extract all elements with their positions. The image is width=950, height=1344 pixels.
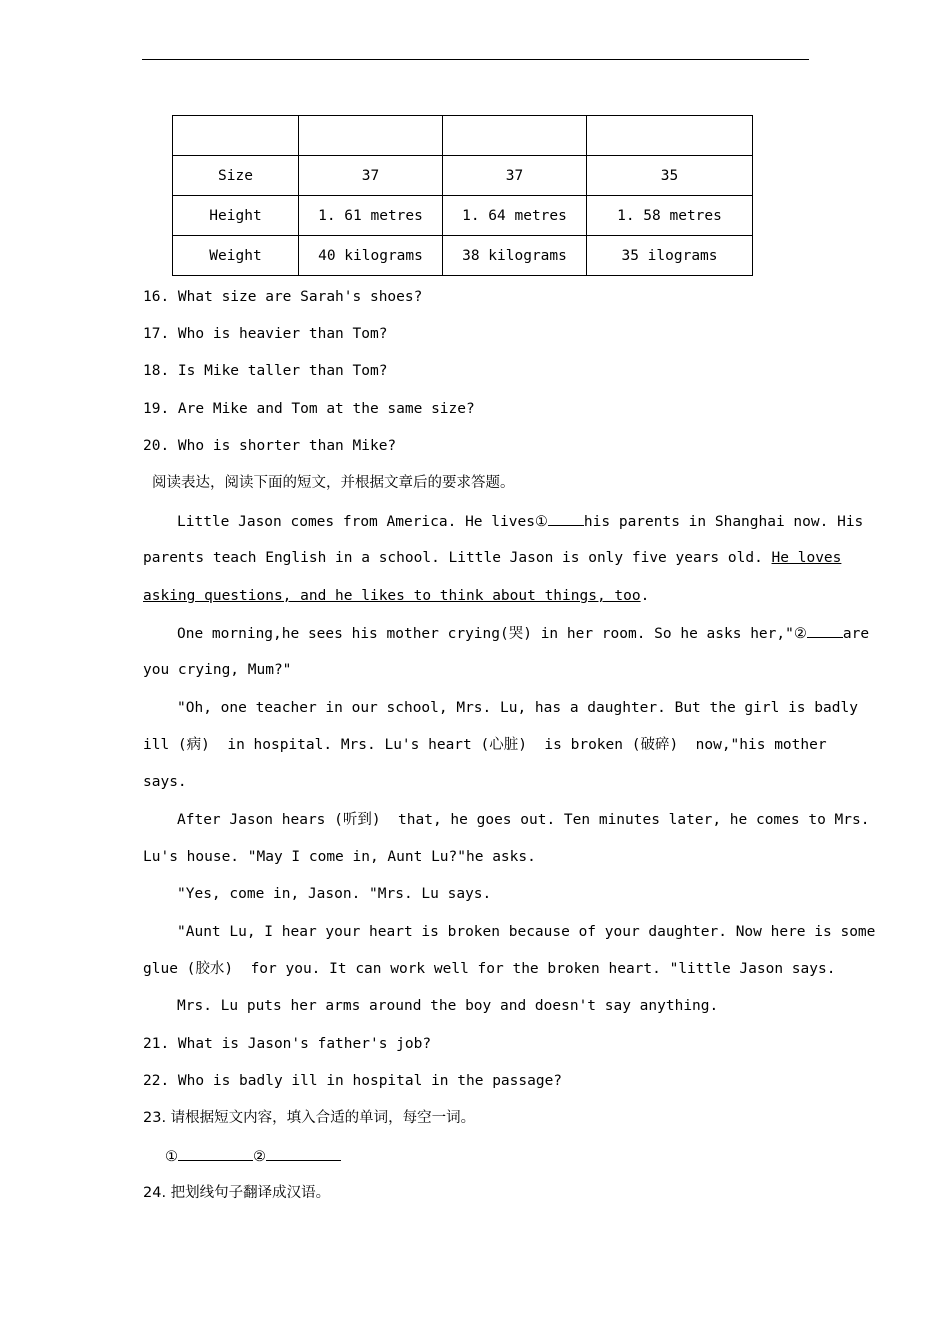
blank-marker: ② xyxy=(253,1149,266,1165)
table-cell: 1. 61 metres xyxy=(299,196,443,236)
passage-text: his parents in Shanghai now. His xyxy=(583,514,864,530)
blank-line xyxy=(807,623,843,638)
passage-line: "Oh, one teacher in our school, Mrs. Lu, has a daughter. But the girl is badly xyxy=(177,700,858,716)
table-row xyxy=(173,236,753,276)
answer-blanks xyxy=(165,1146,341,1167)
table-cell: 37 xyxy=(299,156,443,196)
passage-line: Mrs. Lu puts her arms around the boy and doesn't say anything. xyxy=(177,998,719,1014)
table-cell: 1. 64 metres xyxy=(443,196,587,236)
question-18: 18. Is Mike taller than Tom? xyxy=(143,363,388,379)
blank-marker: ② xyxy=(793,626,807,642)
question-24: 24. 把划线句子翻译成汉语。 xyxy=(143,1185,331,1201)
passage-line: glue (胶水) for you. It can work well for the broken heart. "little Jason says. xyxy=(143,961,836,977)
passage-text: are xyxy=(842,626,870,642)
passage-line: "Yes, come in, Jason. "Mrs. Lu says. xyxy=(177,886,492,902)
table-cell xyxy=(443,116,587,156)
passage-text: parents teach English in a school. Little Jason is only five years old. xyxy=(143,550,772,566)
table-cell: Size xyxy=(173,156,299,196)
blank-marker: ① xyxy=(534,514,548,530)
underlined-sentence: asking questions, and he likes to think about things, too xyxy=(143,588,641,604)
table-row xyxy=(173,196,753,236)
underlined-sentence: He loves xyxy=(771,550,842,566)
table-row xyxy=(173,156,753,196)
table-cell xyxy=(587,116,753,156)
question-16: 16. What size are Sarah's shoes? xyxy=(143,289,423,305)
passage-text: . xyxy=(640,588,650,604)
comparison-table xyxy=(172,115,753,276)
table-cell: Weight xyxy=(173,236,299,276)
blank-line xyxy=(548,511,584,526)
blank-marker: ① xyxy=(165,1149,178,1165)
table-header-row xyxy=(173,116,753,156)
table-cell xyxy=(173,116,299,156)
table-cell: 37 xyxy=(443,156,587,196)
table-cell: 38 kilograms xyxy=(443,236,587,276)
question-23: 23. 请根据短文内容，填入合适的单词，每空一词。 xyxy=(143,1110,476,1126)
passage-line: you crying, Mum?" xyxy=(143,662,292,678)
header-rule xyxy=(142,59,809,60)
question-19: 19. Are Mike and Tom at the same size? xyxy=(143,401,475,417)
passage-line xyxy=(177,511,863,532)
passage-line: ill (病) in hospital. Mrs. Lu's heart (心脏) is broken (破碎) now,"his mother xyxy=(143,737,827,753)
passage-line xyxy=(143,586,649,606)
question-21: 21. What is Jason's father's job? xyxy=(143,1036,432,1052)
question-17: 17. Who is heavier than Tom? xyxy=(143,326,388,342)
passage-line: Lu's house. "May I come in, Aunt Lu?"he asks. xyxy=(143,849,536,865)
passage-text: Little Jason comes from America. He lives xyxy=(177,514,535,530)
table-cell xyxy=(299,116,443,156)
answer-blank-2[interactable] xyxy=(266,1146,341,1161)
passage-text: One morning,he sees his mother crying(哭) in her room. So he asks her," xyxy=(177,626,794,642)
passage-line: says. xyxy=(143,774,187,790)
table-cell: 35 xyxy=(587,156,753,196)
table-cell: 1. 58 metres xyxy=(587,196,753,236)
table-cell: 35 ilograms xyxy=(587,236,753,276)
passage-line xyxy=(177,623,869,644)
passage-line: "Aunt Lu, I hear your heart is broken because of your daughter. Now here is some xyxy=(177,924,876,940)
section-heading: 阅读表达，阅读下面的短文，并根据文章后的要求答题。 xyxy=(152,475,515,491)
passage-line: After Jason hears (听到) that, he goes out. Ten minutes later, he comes to Mrs. xyxy=(177,812,870,828)
answer-blank-1[interactable] xyxy=(178,1146,253,1161)
table-cell: 40 kilograms xyxy=(299,236,443,276)
question-20: 20. Who is shorter than Mike? xyxy=(143,438,397,454)
passage-line xyxy=(143,548,841,568)
table-cell: Height xyxy=(173,196,299,236)
question-22: 22. Who is badly ill in hospital in the passage? xyxy=(143,1073,563,1089)
